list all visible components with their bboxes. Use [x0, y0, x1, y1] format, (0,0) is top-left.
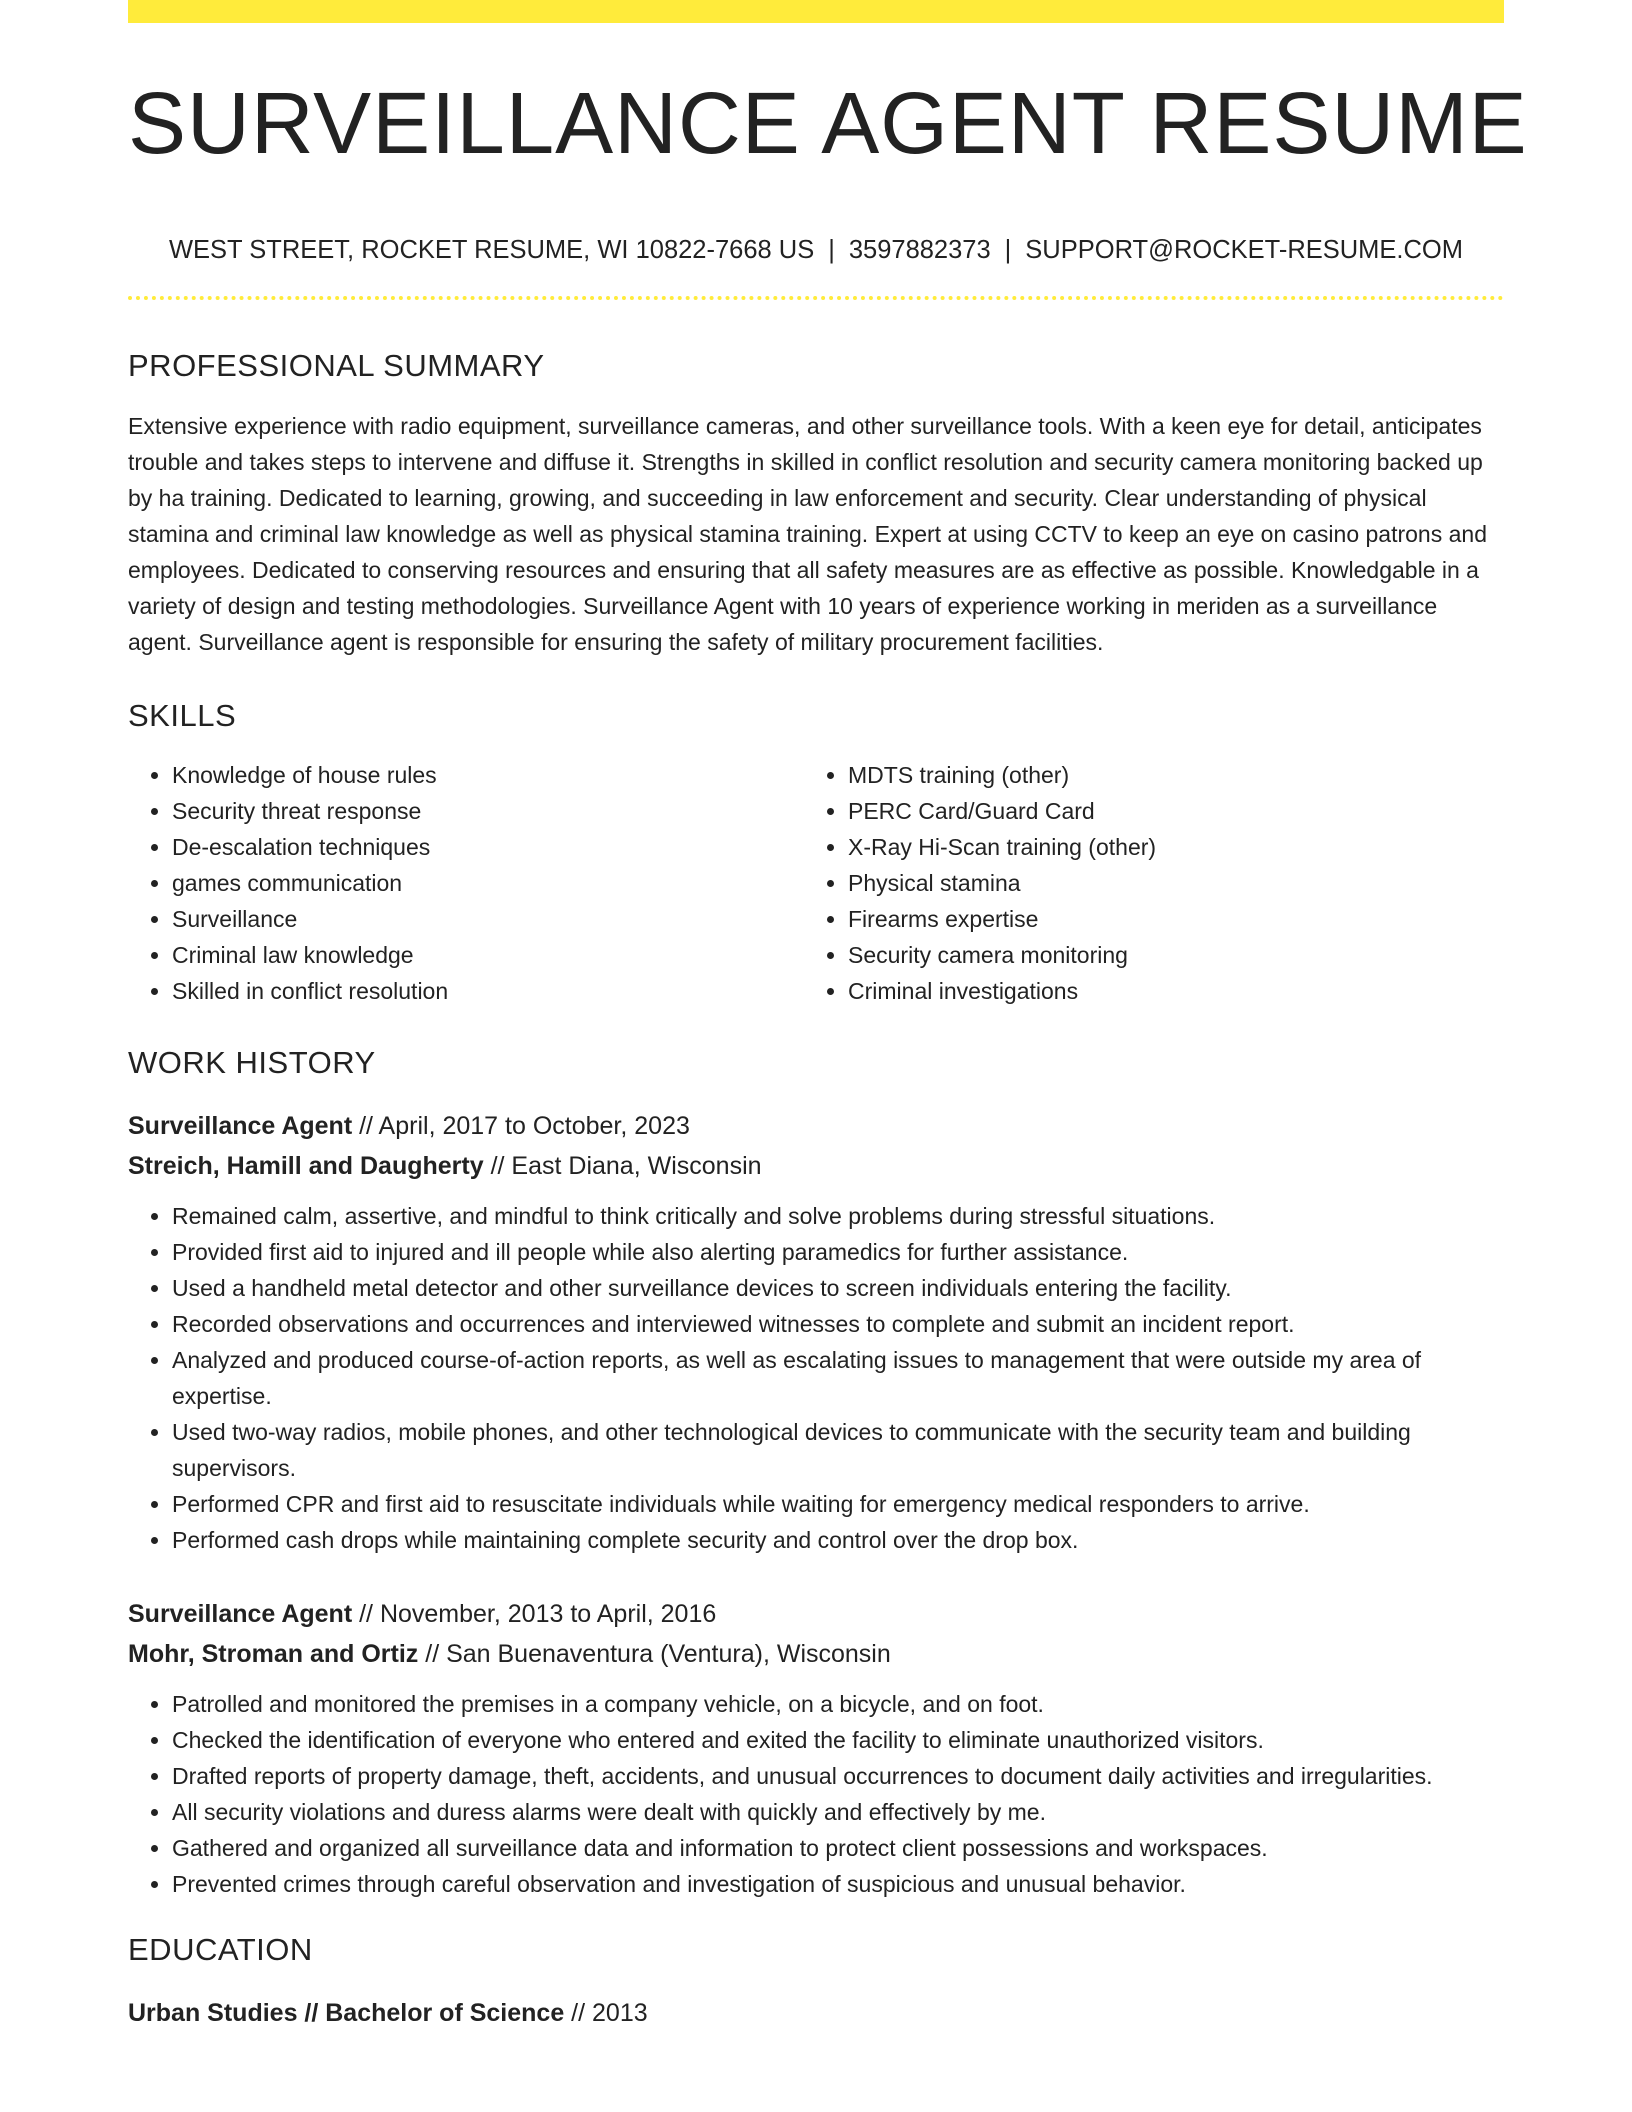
work-history-heading: WORK HISTORY [128, 1044, 376, 1080]
education-year: // 2013 [564, 1998, 648, 2027]
skill-item: • Criminal law knowledge [172, 937, 804, 973]
job-company: Streich, Hamill and Daugherty [128, 1151, 484, 1180]
job-bullet-list [128, 1198, 1504, 1558]
accent-top-bar [128, 0, 1504, 23]
job-bullet: • Checked the identification of everyone who entered and exited the facility to eliminate unauthorized visitors. [172, 1722, 1504, 1758]
contact-address: WEST STREET, ROCKET RESUME, WI 10822-7668 US [168, 236, 815, 264]
job-dates: // November, 2013 to April, 2016 [352, 1599, 717, 1628]
job-bullet: • Used two-way radios, mobile phones, and other technological devices to communicate with the security team and building supervisors. [172, 1414, 1504, 1486]
skills-columns [128, 757, 1504, 1009]
job-bullet: • Performed cash drops while maintaining complete security and control over the drop box. [172, 1522, 1504, 1558]
resume-page [128, 0, 1528, 2033]
skill-item: • PERC Card/Guard Card [848, 793, 1480, 829]
skill-item: • Criminal investigations [848, 973, 1480, 1009]
job-location: // East Diana, Wisconsin [483, 1151, 762, 1180]
education-heading: EDUCATION [128, 1931, 313, 1967]
job-bullet: • Performed CPR and first aid to resuscitate individuals while waiting for emergency medical responders to arrive. [172, 1486, 1504, 1522]
contact-email: SUPPORT@ROCKET-RESUME.COM [1025, 236, 1464, 264]
job-location: // San Buenaventura (Ventura), Wisconsin [418, 1639, 891, 1668]
job-bullet: • Gathered and organized all surveillance data and information to protect client possessions and workspaces. [172, 1830, 1504, 1866]
job-bullet-list [128, 1686, 1504, 1902]
job-entry [128, 1106, 1504, 1558]
resume-title: SURVEILLANCE AGENT RESUME [128, 75, 1528, 172]
skill-item: • Security threat response [172, 793, 804, 829]
skill-item: • Knowledge of house rules [172, 757, 804, 793]
job-title: Surveillance Agent [128, 1111, 353, 1140]
skill-item: • MDTS training (other) [848, 757, 1480, 793]
job-title-line [128, 1594, 1504, 1634]
job-bullet: • Remained calm, assertive, and mindful to think critically and solve problems during stressful situations. [172, 1198, 1504, 1234]
job-company: Mohr, Stroman and Ortiz [128, 1639, 419, 1668]
job-bullet: • Recorded observations and occurrences and interviewed witnesses to complete and submit an incident report. [172, 1306, 1504, 1342]
skills-list-left [128, 757, 804, 1009]
job-title-line [128, 1106, 1504, 1146]
skill-item: • Physical stamina [848, 865, 1480, 901]
job-company-line [128, 1634, 1504, 1674]
dotted-divider [128, 296, 1504, 300]
skill-item: • Surveillance [172, 901, 804, 937]
job-bullet: • Provided first aid to injured and ill people while also alerting paramedics for further assistance. [172, 1234, 1504, 1270]
skill-item: • Security camera monitoring [848, 937, 1480, 973]
job-bullet: • Analyzed and produced course-of-action reports, as well as escalating issues to management that were outside my area of expertise. [172, 1342, 1504, 1414]
job-bullet: • All security violations and duress alarms were dealt with quickly and effectively by me. [172, 1794, 1504, 1830]
skill-item: • X-Ray Hi-Scan training (other) [848, 829, 1480, 865]
education-entry [128, 1993, 1504, 2033]
job-entry [128, 1594, 1504, 1902]
skill-item: • games communication [172, 865, 804, 901]
skill-item: • De-escalation techniques [172, 829, 804, 865]
contact-phone: 3597882373 [848, 236, 991, 264]
summary-text: Extensive experience with radio equipment, surveillance cameras, and other surveillance tools. With a keen eye for detail, anticipates trouble and takes steps to intervene and diffuse it. Strengths in skilled in conflict resolution and security camera monitoring backed up by ha training. Dedicated to learning, growing, and succeeding in law enforcement and security. Clear understanding of physical stamina and criminal law knowledge as well as physical stamina training. Expert at using CCTV to keep an eye on casino patrons and employees. Dedicated to conserving resources and ensuring that all safety measures are as effective as possible. Knowledgable in a variety of design and testing methodologies. Surveillance Agent with 10 years of experience working in meriden as a surveillance agent. Surveillance agent is responsible for ensuring the safety of military procurement facilities. [128, 412, 1487, 655]
job-bullet: • Patrolled and monitored the premises in a company vehicle, on a bicycle, and on foot. [172, 1686, 1504, 1722]
education-degree: Urban Studies // Bachelor of Science [128, 1998, 565, 2027]
job-dates: // April, 2017 to October, 2023 [352, 1111, 690, 1140]
skill-item: • Skilled in conflict resolution [172, 973, 804, 1009]
summary-heading: PROFESSIONAL SUMMARY [128, 347, 545, 383]
job-bullet: • Used a handheld metal detector and other surveillance devices to screen individuals entering the facility. [172, 1270, 1504, 1306]
job-bullet: • Prevented crimes through careful observation and investigation of suspicious and unusual behavior. [172, 1866, 1504, 1902]
job-title: Surveillance Agent [128, 1599, 353, 1628]
contact-separator: | [828, 236, 835, 264]
job-company-line [128, 1146, 1504, 1186]
contact-line [128, 235, 1504, 266]
job-bullet: • Drafted reports of property damage, theft, accidents, and unusual occurrences to document daily activities and irregularities. [172, 1758, 1504, 1794]
skills-heading: SKILLS [128, 697, 237, 733]
skills-list-right [804, 757, 1480, 1009]
contact-separator: | [1004, 236, 1012, 264]
skill-item: • Firearms expertise [848, 901, 1480, 937]
